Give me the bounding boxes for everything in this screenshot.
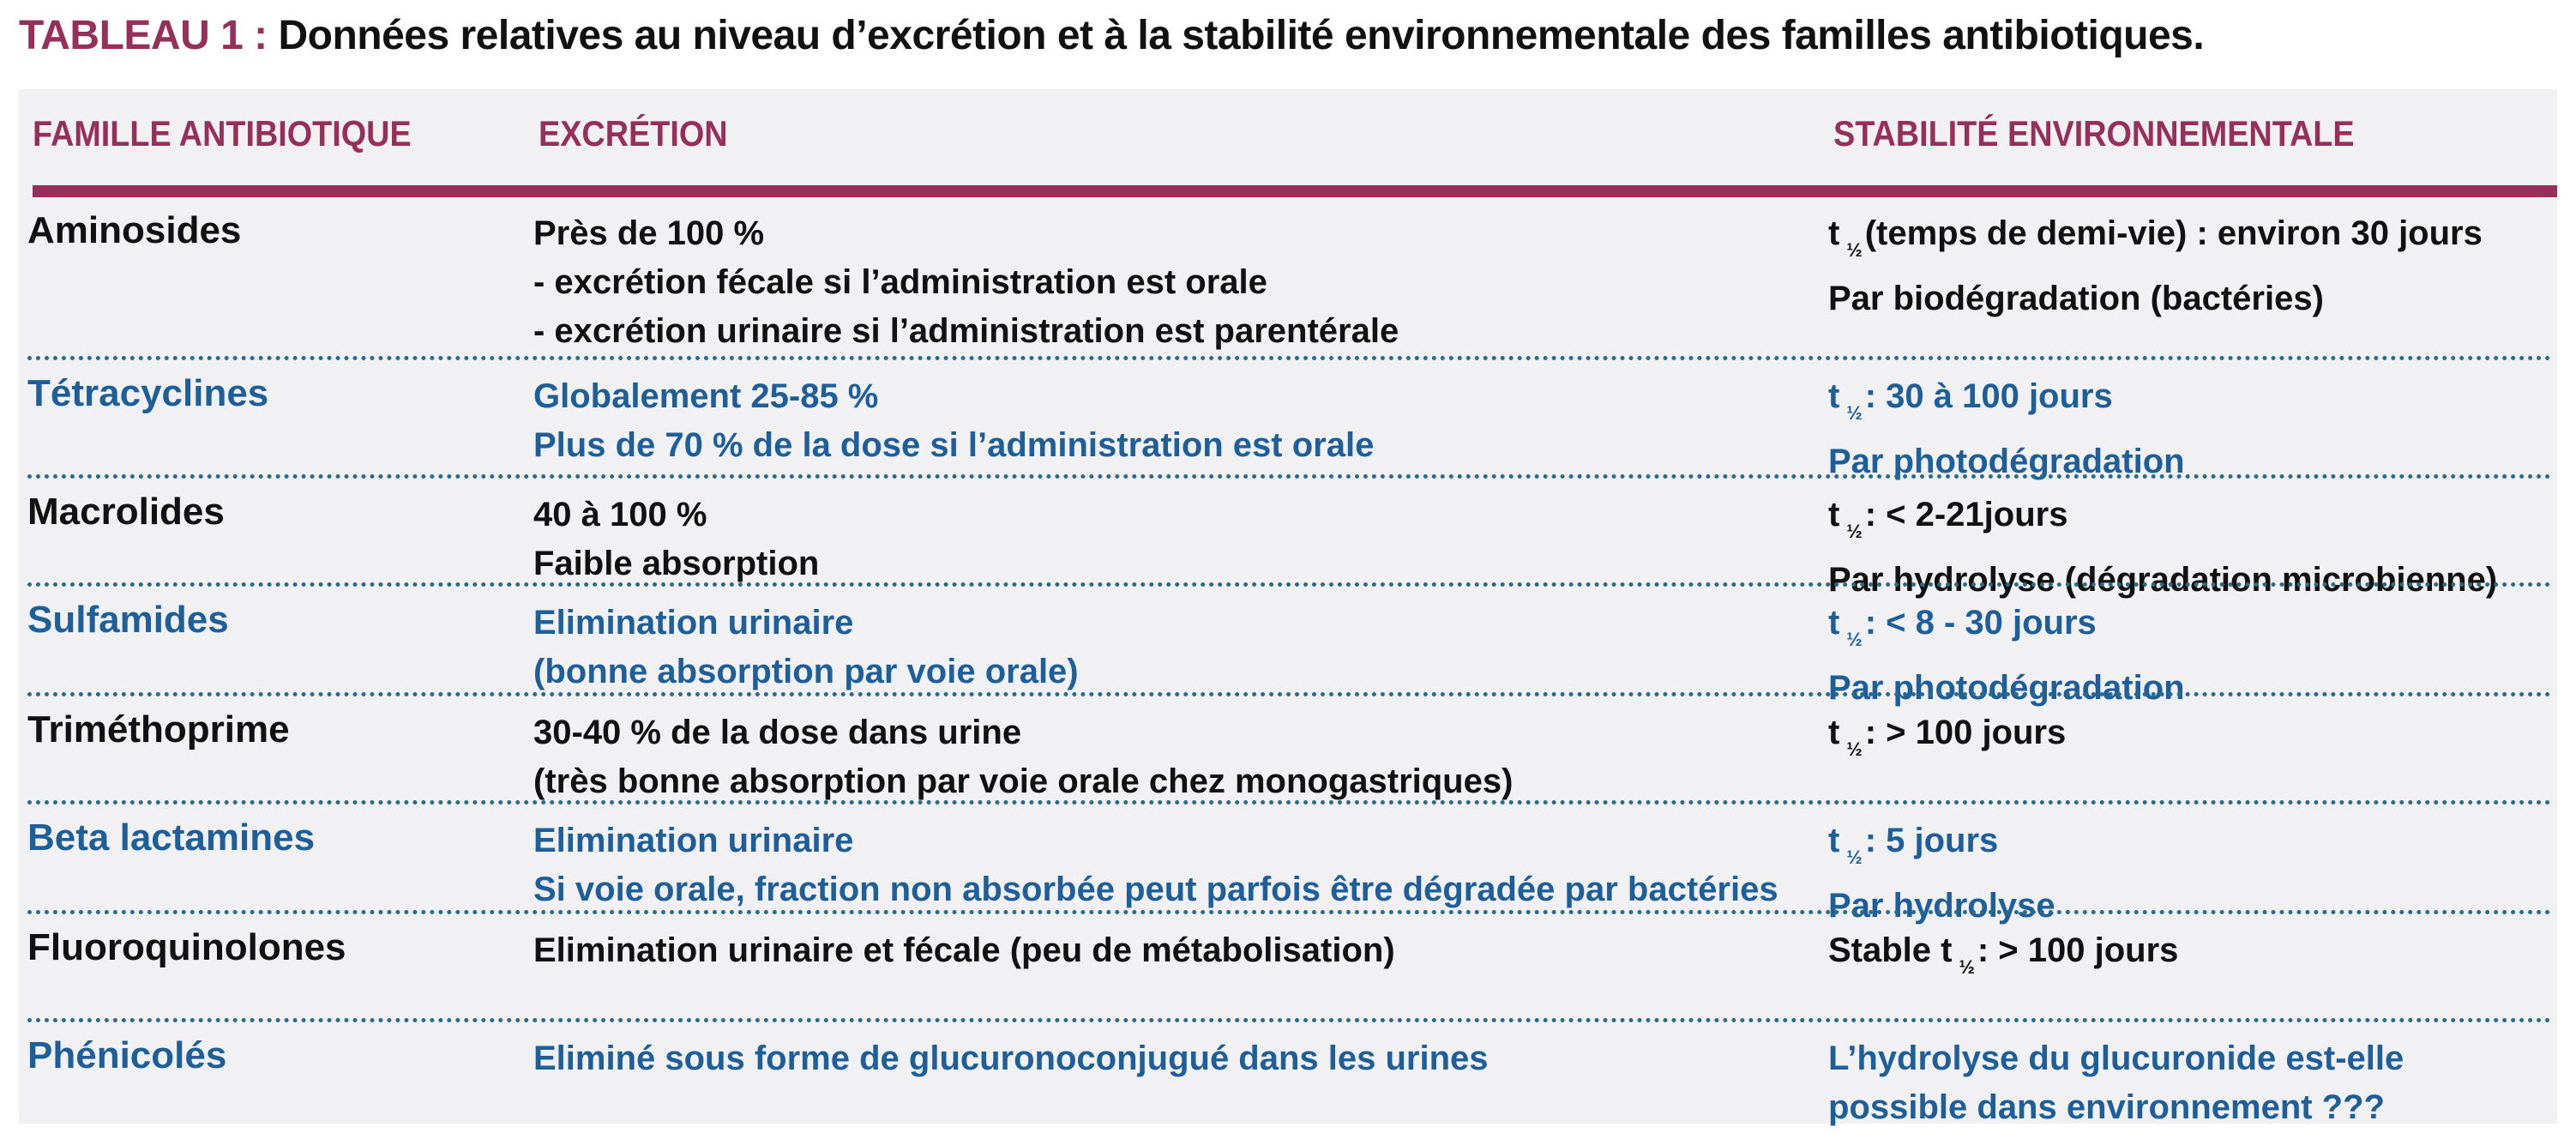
family-cell: Triméthoprime [27,708,290,750]
excretion-line: Si voie orale, fraction non absorbée peut parfois être dégradée par bactéries [533,871,1779,908]
table-row [19,914,2557,1022]
excretion-line: Plus de 70 % de la dose si l’administration est orale [533,426,1375,464]
half-life-subscript: ½ [1846,402,1863,424]
column-header-excretion: EXCRÉTION [539,113,728,154]
stability-text: t [1828,604,1840,642]
stability-value: : 30 à 100 jours [1864,377,2113,415]
stability-line [1828,708,2066,774]
stability-line [1828,491,2497,556]
stability-cell [1828,1034,2404,1132]
antibiotic-table [19,89,2557,1124]
stability-text: Par photodégradation [1828,669,2185,707]
excretion-line: Eliminé sous forme de glucuronoconjugué dans les urines [533,1040,1489,1077]
excretion-cell [533,926,1395,975]
table-title-text: Données relatives au niveau d’excrétion et à la stabilité environnementale des familles antibiotiques. [278,13,2205,58]
table-row [19,805,2557,925]
excretion-line: 40 à 100 % [533,496,707,533]
stability-value: : < 2-21jours [1864,496,2068,533]
stability-cell [1828,926,2178,991]
excretion-line: (très bonne absorption par voie orale chez monogastriques) [533,762,1514,800]
stability-cell [1828,209,2483,323]
family-cell: Phénicolés [27,1034,227,1076]
excretion-line: Près de 100 % [533,214,765,252]
stability-line [1828,1083,2404,1132]
half-life-subscript: ½ [1959,956,1975,978]
stability-text: t [1828,377,1840,415]
stability-text: t [1828,496,1840,533]
stability-text: Stable t [1828,931,1953,969]
family-cell: Sulfamides [27,599,229,641]
table-row [19,696,2557,805]
stability-line [1828,926,2178,991]
excretion-line: Elimination urinaire [533,604,854,642]
excretion-cell [533,491,819,588]
excretion-cell [533,708,1513,806]
stability-value: : > 100 jours [1977,931,2179,969]
stability-line [1828,817,2055,882]
family-cell: Tétracyclines [27,372,269,414]
stability-line [1828,274,2483,323]
table-row [19,479,2557,599]
stability-line [1828,372,2185,437]
table-body [19,197,2557,1139]
half-life-subscript: ½ [1846,738,1863,760]
table-row [19,360,2557,479]
stability-text: Par hydrolyse [1828,887,2055,925]
stability-text: t [1828,214,1840,252]
excretion-cell [533,1034,1489,1083]
excretion-line: Faible absorption [533,545,820,582]
stability-value: : < 8 - 30 jours [1864,604,2097,642]
stability-value: : 5 jours [1864,822,1999,859]
excretion-line: (bonne absorption par voie orale) [533,653,1079,690]
header-rule [33,185,2557,197]
family-cell: Macrolides [27,491,225,533]
excretion-cell [533,209,1399,356]
stability-text: Par hydrolyse (dégradation microbienne) [1828,561,2498,599]
excretion-line: - excrétion urinaire si l’administration est parentérale [533,312,1399,350]
stability-value: : > 100 jours [1864,714,2067,751]
excretion-line: Globalement 25-85 % [533,377,879,415]
stability-line [1828,1034,2404,1083]
stability-text: t [1828,822,1840,859]
stability-text: Par photodégradation [1828,443,2185,480]
stability-value: (temps de demi-vie) : environ 30 jours [1864,214,2483,252]
stability-text: L’hydrolyse du glucuronide est-elle [1828,1040,2404,1077]
excretion-line: Elimination urinaire [533,822,854,859]
column-header-family: FAMILLE ANTIBIOTIQUE [33,113,412,154]
family-cell: Aminosides [27,209,242,251]
stability-line [1828,599,2185,664]
half-life-subscript: ½ [1846,847,1863,868]
half-life-subscript: ½ [1846,629,1863,650]
stability-cell [1828,708,2066,774]
column-header-stability: STABILITÉ ENVIRONNEMENTALE [1833,113,2355,154]
half-life-subscript: ½ [1846,239,1863,261]
excretion-line: 30-40 % de la dose dans urine [533,714,1022,751]
excretion-cell [533,599,1079,696]
stability-text: t [1828,714,1840,751]
half-life-subscript: ½ [1846,521,1863,542]
table-title [19,12,2204,59]
table-row [19,587,2557,707]
table-row [19,1022,2557,1139]
stability-text: Par biodégradation (bactéries) [1828,280,2324,317]
stability-line [1828,209,2483,274]
table-row [19,197,2557,360]
excretion-cell [533,817,1779,914]
excretion-cell [533,372,1374,470]
table-number-label: TABLEAU 1 : [19,13,268,58]
stability-text: possible dans environnement ??? [1828,1088,2385,1126]
excretion-line: Elimination urinaire et fécale (peu de métabolisation) [533,931,1395,969]
stability-cell [1828,372,2185,486]
family-cell: Fluoroquinolones [27,926,346,968]
family-cell: Beta lactamines [27,817,316,859]
excretion-line: - excrétion fécale si l’administration est orale [533,263,1267,301]
